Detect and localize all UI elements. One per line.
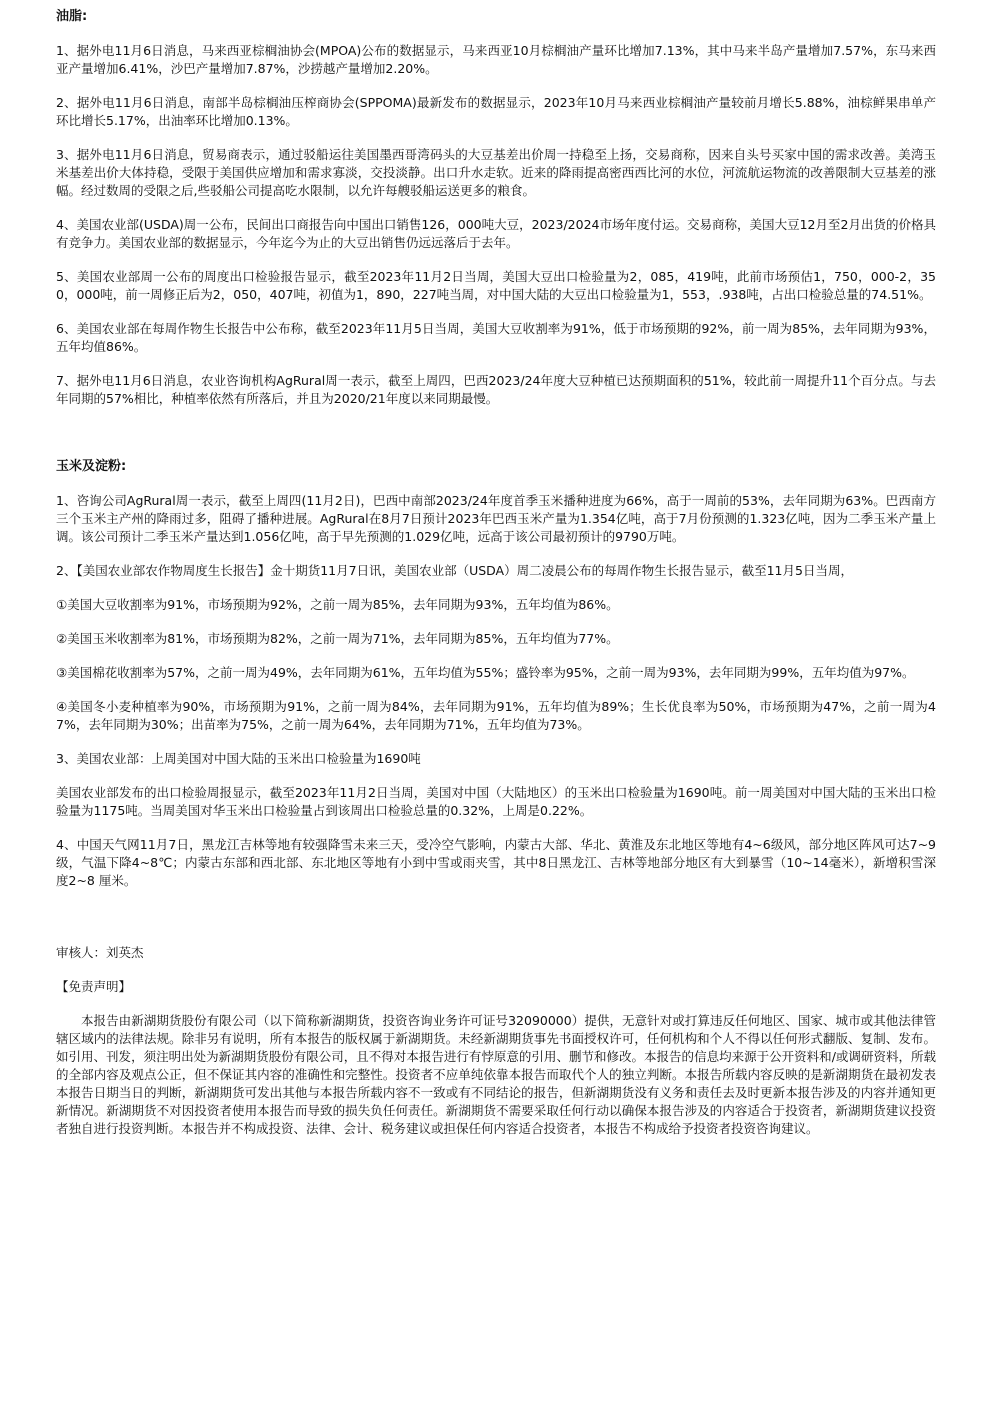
- oils-item-7: 7、据外电11月6日消息，农业咨询机构AgRural周一表示，截至上周四，巴西2023/24年度大豆种植已达预期面积的51%，较此前一周提升11个百分点。与去年同期的57%相比，种植率依然有所落后，并且为2020/21年度以来同期最慢。: [56, 373, 936, 406]
- corn-item-2-sub-4: ④美国冬小麦种植率为90%，市场预期为91%，之前一周为84%，去年同期为91%，五年均值为89%；生长优良率为50%，市场预期为47%，之前一周为47%，去年同期为30%；出苗率为75%，之前一周为64%，去年同期为71%，五年均值为73%。: [56, 699, 936, 732]
- report-page: [56, 8, 936, 1138]
- corn-item-2: 2、【美国农业部农作物周度生长报告】金十期货11月7日讯，美国农业部（USDA）周二凌晨公布的每周作物生长报告显示，截至11月5日当周，: [56, 563, 853, 578]
- oils-item-5: 5、美国农业部周一公布的周度出口检验报告显示，截至2023年11月2日当周，美国大豆出口检验量为2，085，419吨，此前市场预估1，750，000-2，350，000吨，前一周修正后为2，050，407吨，初值为1，890，227吨当周，对中国大陆的大豆出口检验量为1，553，.938吨，占出口检验总量的74.51%。: [56, 269, 936, 302]
- corn-item-2-sub-1: ①美国大豆收割率为91%，市场预期为92%，之前一周为85%，去年同期为93%，五年均值为86%。: [56, 597, 619, 612]
- corn-item-1: 1、咨询公司AgRural周一表示，截至上周四(11月2日)，巴西中南部2023/24年度首季玉米播种进度为66%，高于一周前的53%，去年同期为63%。巴西南方三个玉米主产州的降雨过多，阻碍了播种进展。AgRural在8月7日预计2023年巴西玉米产量为1.354亿吨，高于7月份预测的1.323亿吨，因为二季玉米产量上调。该公司预计二季玉米产量达到1.056亿吨，高于早先预测的1.029亿吨，远高于该公司最初预计的9790万吨。: [56, 493, 936, 544]
- oils-item-4: 4、美国农业部(USDA)周一公布，民间出口商报告向中国出口销售126，000吨大豆，2023/2024市场年度付运。交易商称，美国大豆12月至2月出货的价格具有竞争力。美国农业部的数据显示，今年迄今为止的大豆出销售仍远远落后于去年。: [56, 217, 936, 250]
- disclaimer-title: 【免责声明】: [56, 979, 132, 994]
- section-spacer: [56, 424, 936, 458]
- corn-section-title: 玉米及淀粉:: [56, 459, 127, 474]
- section-spacer: [56, 906, 936, 944]
- oils-section-title: 油脂:: [56, 9, 88, 24]
- oils-item-6: 6、美国农业部在每周作物生长报告中公布称，截至2023年11月5日当周，美国大豆收割率为91%，低于市场预期的92%，前一周为85%，去年同期为93%，五年均值86%。: [56, 321, 936, 354]
- corn-item-2-sub-3: ③美国棉花收割率为57%，之前一周为49%，去年同期为61%，五年均值为55%；盛铃率为95%，之前一周为93%，去年同期为99%，五年均值为97%。: [56, 665, 915, 680]
- corn-item-3: 3、美国农业部：上周美国对中国大陆的玉米出口检验量为1690吨: [56, 751, 421, 766]
- reviewer-line: 审核人：刘英杰: [56, 945, 144, 960]
- disclaimer-body: 本报告由新湖期货股份有限公司（以下简称新湖期货，投资咨询业务许可证号32090000）提供，无意针对或打算违反任何地区、国家、城市或其他法律管辖区域内的法律法规。除非另有说明，所有本报告的版权属于新湖期货。未经新湖期货事先书面授权许可，任何机构和个人不得以任何形式翻版、复制、发布。如引用、刊发，须注明出处为新湖期货股份有限公司，且不得对本报告进行有悖原意的引用、删节和修改。本报告的信息均来源于公开资料和/或调研资料，所载的全部内容及观点公正，但不保证其内容的准确性和完整性。投资者不应单纯依靠本报告而取代个人的独立判断。本报告所载内容反映的是新湖期货在最初发表本报告日期当日的判断，新湖期货可发出其他与本报告所载内容不一致或有不同结论的报告，但新湖期货没有义务和责任去及时更新本报告涉及的内容并通知更新情况。新湖期货不对因投资者使用本报告而导致的损失负任何责任。新湖期货不需要采取任何行动以确保本报告涉及的内容适合于投资者，新湖期货建议投资者独自进行投资判断。本报告并不构成投资、法律、会计、税务建议或担保任何内容适合投资者，本报告不构成给予投资者投资咨询建议。: [56, 1013, 936, 1136]
- oils-item-1: 1、据外电11月6日消息，马来西亚棕榈油协会(MPOA)公布的数据显示，马来西亚10月棕榈油产量环比增加7.13%，其中马来半岛产量增加7.57%，东马来西亚产量增加6.41%，沙巴产量增加7.87%，沙捞越产量增加2.20%。: [56, 43, 936, 76]
- oils-item-3: 3、据外电11月6日消息，贸易商表示，通过驳船运往美国墨西哥湾码头的大豆基差出价周一持稳至上扬，交易商称，因来自头号买家中国的需求改善。美湾玉米基差出价大体持稳，受限于美国供应增加和需求寡淡，交投淡静。出口升水走软。近来的降雨提高密西西比河的水位，河流航运物流的改善限制大豆基差的涨幅。经过数周的受限之后,些驳船公司提高吃水限制，以允许每艘驳船运送更多的粮食。: [56, 147, 936, 198]
- corn-item-3-detail: 美国农业部发布的出口检验周报显示，截至2023年11月2日当周，美国对中国（大陆地区）的玉米出口检验量为1690吨。前一周美国对中国大陆的玉米出口检验量为1175吨。当周美国对华玉米出口检验量占到该周出口检验总量的0.32%，上周是0.22%。: [56, 785, 936, 818]
- oils-item-2: 2、据外电11月6日消息，南部半岛棕榈油压榨商协会(SPPOMA)最新发布的数据显示，2023年10月马来西业棕榈油产量较前月增长5.88%，油棕鲜果串单产环比增长5.17%，出油率环比增加0.13%。: [56, 95, 936, 128]
- corn-item-4: 4、中国天气网11月7日，黑龙江吉林等地有较强降雪未来三天，受冷空气影响，内蒙古大部、华北、黄淮及东北地区等地有4~6级风，部分地区阵风可达7~9级，气温下降4~8℃；内蒙古东部和西北部、东北地区等地有小到中雪或雨夹雪，其中8日黑龙江、吉林等地部分地区有大到暴雪（10~14毫米），新增积雪深度2~8 厘米。: [56, 837, 936, 888]
- corn-item-2-sub-2: ②美国玉米收割率为81%，市场预期为82%，之前一周为71%，去年同期为85%，五年均值为77%。: [56, 631, 619, 646]
